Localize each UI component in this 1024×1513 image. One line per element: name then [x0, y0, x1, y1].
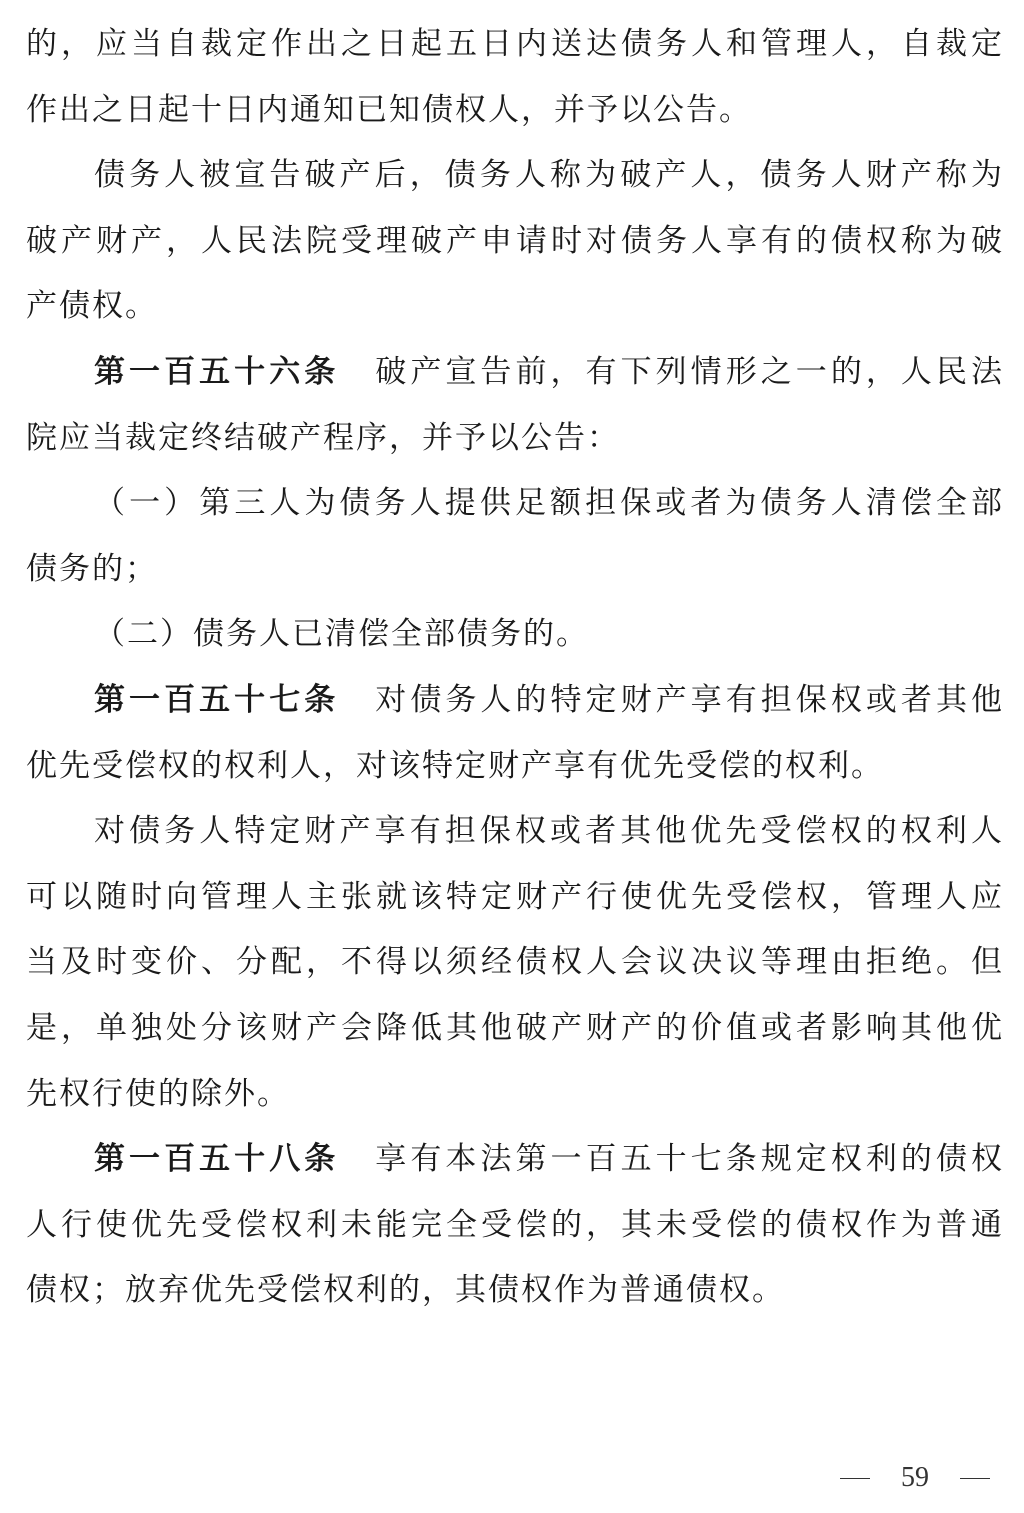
text-line: 破产财产，人民法院受理破产申请时对债务人享有的债权称为破 — [26, 222, 1002, 259]
text-line: （二）债务人已清偿全部债务的。 — [94, 616, 589, 653]
text-line: （一）第三人为债务人提供足额担保或者为债务人清偿全部 — [94, 485, 1002, 522]
text-line: 的，应当自裁定作出之日起五日内送达债务人和管理人，自裁定 — [26, 26, 1002, 62]
text-line: 产债权。 — [26, 288, 158, 325]
text-line: 当及时变价、分配，不得以须经债权人会议决议等理由拒绝。但 — [26, 944, 1002, 981]
article-line: 第一百五十七条 对债务人的特定财产享有担保权或者其他 — [94, 681, 1002, 718]
footer-dash-left — [840, 1478, 870, 1479]
page-footer — [840, 1458, 990, 1498]
text-line: 优先受偿权的权利人，对该特定财产享有优先受偿的权利。 — [26, 747, 884, 784]
article-heading: 第一百五十八条 — [94, 1141, 340, 1178]
page-number: 59 — [901, 1462, 929, 1493]
text-line: 人行使优先受偿权利未能完全受偿的，其未受偿的债权作为普通 — [26, 1206, 1002, 1243]
article-heading: 第一百五十七条 — [94, 681, 340, 718]
text-line: 债权；放弃优先受偿权利的，其债权作为普通债权。 — [26, 1272, 785, 1309]
text-line: 作出之日起十日内通知已知债权人，并予以公告。 — [26, 91, 752, 128]
text-line: 先权行使的除外。 — [26, 1075, 290, 1112]
text-line: 债务的； — [26, 550, 158, 587]
text-line: 债务人被宣告破产后，债务人称为破产人，债务人财产称为 — [94, 157, 1002, 194]
article-line: 第一百五十八条 享有本法第一百五十七条规定权利的债权 — [94, 1141, 1002, 1178]
text-line: 是，单独处分该财产会降低其他破产财产的价值或者影响其他优 — [26, 1009, 1002, 1046]
text-line: 可以随时向管理人主张就该特定财产行使优先受偿权，管理人应 — [26, 878, 1002, 915]
document-body — [26, 12, 1002, 1324]
text-line: 院应当裁定终结破产程序，并予以公告： — [26, 419, 620, 456]
footer-dash-right — [960, 1478, 990, 1479]
article-heading: 第一百五十六条 — [94, 353, 340, 390]
article-line: 第一百五十六条 破产宣告前，有下列情形之一的，人民法 — [94, 353, 1002, 390]
text-line: 对债务人特定财产享有担保权或者其他优先受偿权的权利人 — [94, 813, 1002, 850]
